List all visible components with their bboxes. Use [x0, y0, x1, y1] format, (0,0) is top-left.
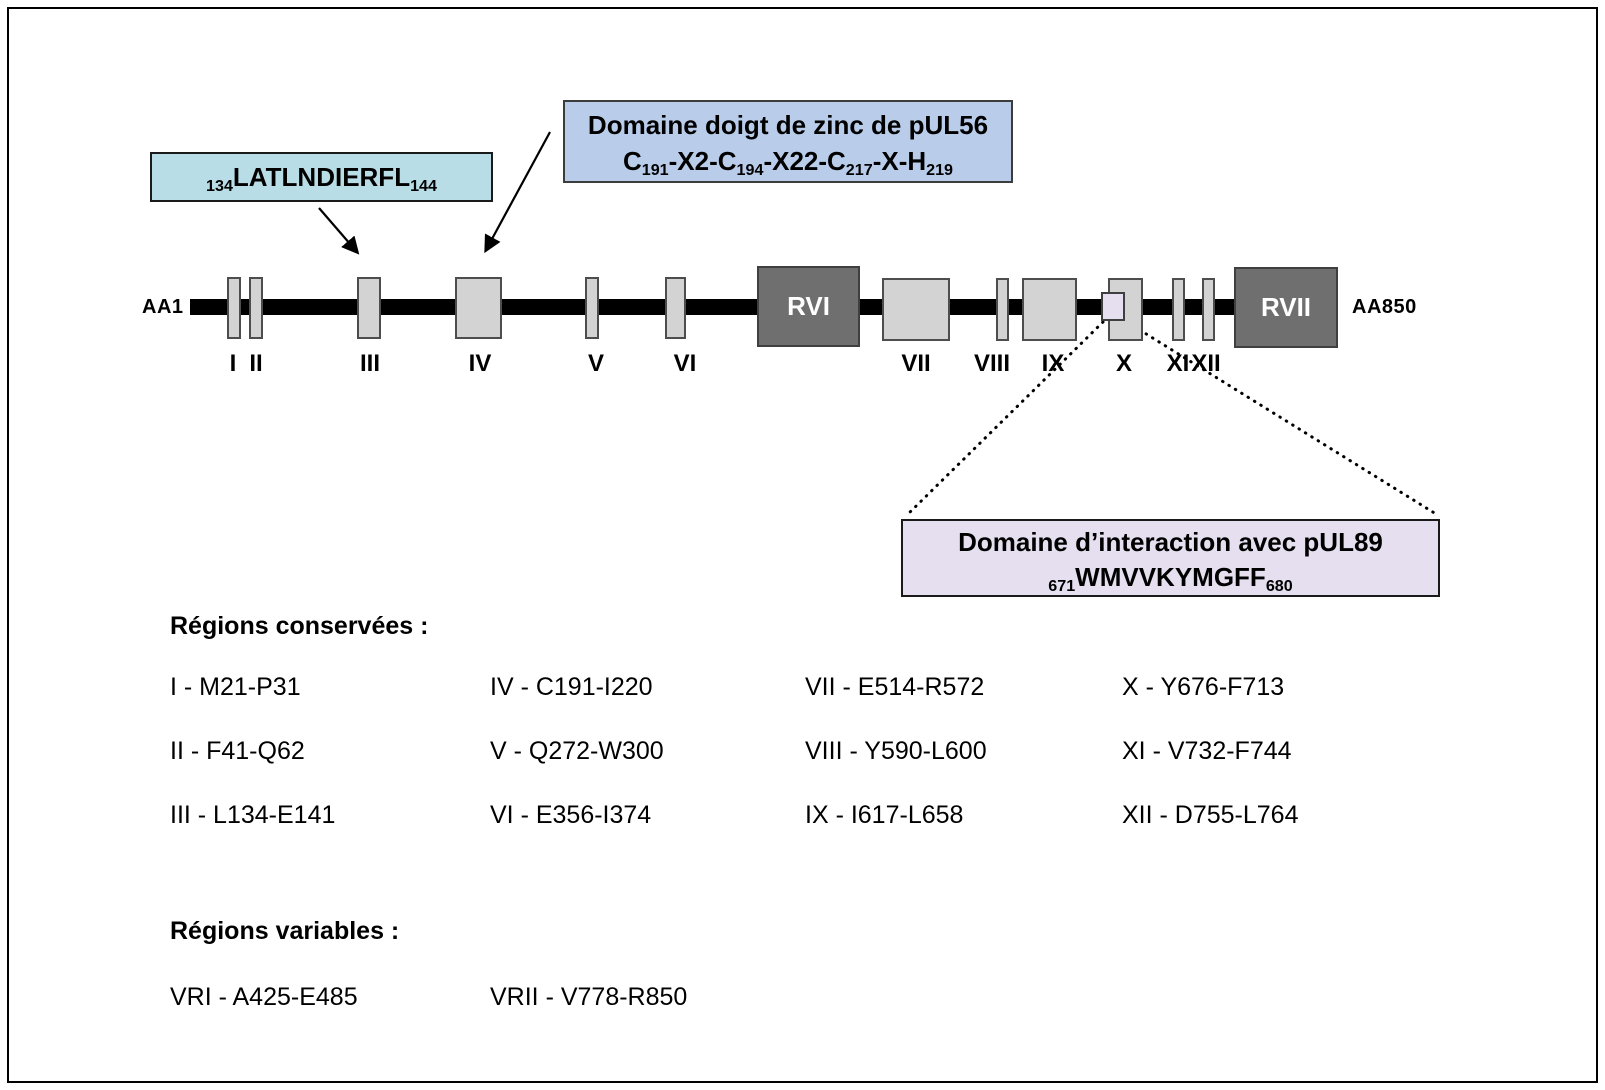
region-label-X: X — [1115, 350, 1132, 377]
conserved-region-entry: IV - C191-I220 — [490, 673, 653, 701]
pul89-interaction-sequence: $_{671}WMVVKYMGFF_{680}$ — [1048, 562, 1293, 595]
variable-regions-heading: Régions variables : — [170, 917, 400, 945]
region-label-V: V — [587, 350, 604, 377]
interaction-domain-marker — [1101, 292, 1125, 321]
conserved-region-entry: VIII - Y590-L600 — [805, 737, 987, 765]
region-box-IV — [455, 277, 502, 339]
region-box-VII — [882, 278, 950, 341]
region-box-XI — [1172, 278, 1185, 341]
variable-region-box-RVI: RVI — [757, 266, 860, 347]
region-label-IX: IX — [1041, 350, 1065, 377]
backbone-end-label: AA850 — [1352, 296, 1417, 318]
region-box-I — [227, 277, 241, 339]
conserved-regions-heading: Régions conservées : — [170, 612, 429, 640]
conserved-region-entry: II - F41-Q62 — [170, 737, 305, 765]
conserved-region-entry: VI - E356-I374 — [490, 801, 652, 829]
peptide-arrow — [319, 208, 357, 252]
region-box-VI — [665, 277, 686, 339]
peptide-sequence-text: $_{134}LATLNDIERFL_{144}$ — [206, 162, 437, 195]
conserved-region-entry: IX - I617-L658 — [805, 801, 964, 829]
region-box-V — [585, 277, 599, 339]
backbone-start-label: AA1 — [142, 296, 184, 318]
region-box-II — [249, 277, 263, 339]
conserved-region-entry: VII - E514-R572 — [805, 673, 985, 701]
conserved-region-entry: XI - V732-F744 — [1122, 737, 1292, 765]
variable-region-entry: VRII - V778-R850 — [490, 983, 688, 1011]
region-label-I: I — [229, 350, 237, 377]
region-box-III — [357, 277, 381, 339]
region-label-XII: XII — [1191, 350, 1221, 377]
zinc-arrow — [486, 132, 550, 250]
peptide-sequence-callout — [150, 152, 493, 202]
zinc-finger-title: Domaine doigt de zinc de pUL56 — [587, 110, 989, 140]
region-box-VIII — [996, 278, 1009, 341]
zinc-finger-callout — [563, 100, 1013, 183]
zinc-finger-motif: $C_{191}-X2-C_{194}-X22-C_{217}-X-H_{219}$ — [622, 146, 954, 179]
conserved-region-entry: V - Q272-W300 — [490, 737, 664, 765]
region-label-VIII: VIII — [973, 350, 1010, 377]
region-label-VI: VI — [673, 350, 697, 377]
region-label-IV: IV — [468, 350, 492, 377]
conserved-region-entry: I - M21-P31 — [170, 673, 301, 701]
conserved-region-entry: III - L134-E141 — [170, 801, 336, 829]
variable-region-entry: VRI - A425-E485 — [170, 983, 358, 1011]
conserved-region-entry: XII - D755-L764 — [1122, 801, 1299, 829]
region-box-IX — [1022, 278, 1077, 341]
region-label-XI: XI — [1166, 350, 1190, 377]
region-label-VII: VII — [901, 350, 931, 377]
conserved-region-entry: X - Y676-F713 — [1122, 673, 1285, 701]
region-label-II: II — [249, 350, 263, 377]
variable-region-box-RVII: RVII — [1234, 267, 1338, 348]
pul89-interaction-title: Domaine d’interaction avec pUL89 — [958, 527, 1383, 557]
region-label-III: III — [359, 350, 380, 377]
region-box-XII — [1202, 278, 1215, 341]
pul89-interaction-callout — [901, 519, 1440, 597]
